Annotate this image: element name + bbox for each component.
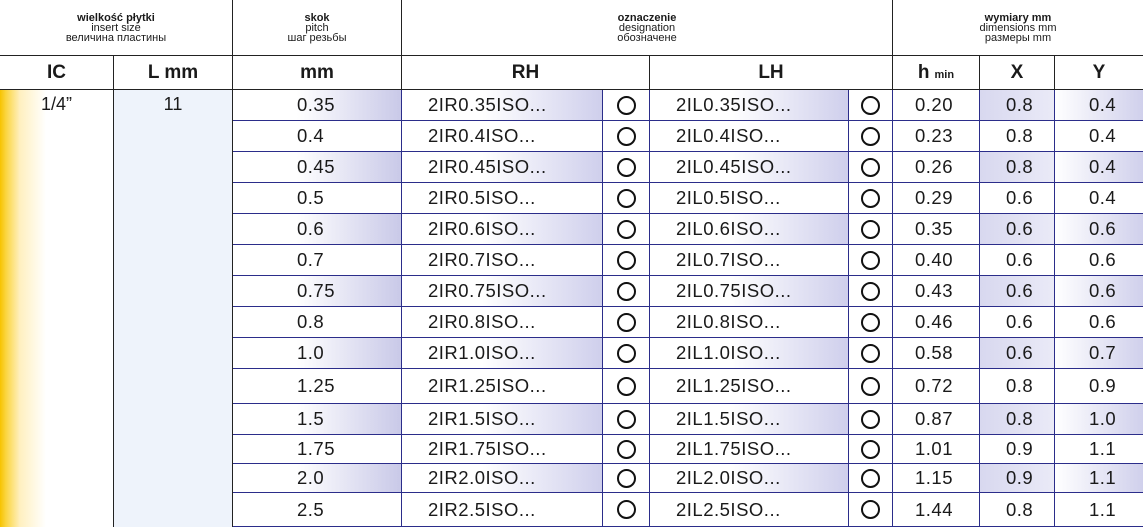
circle-icon <box>861 377 880 396</box>
rh-availability-cell <box>603 152 650 182</box>
x-cell: 0.6 <box>980 183 1055 213</box>
ic-value: 1/4” <box>40 94 73 114</box>
table-row <box>233 183 1143 214</box>
lh-availability-cell <box>849 90 893 120</box>
pitch-cell: 1.75 <box>233 435 402 463</box>
lh-availability-cell <box>849 214 893 244</box>
x-cell: 0.6 <box>980 214 1055 244</box>
circle-icon <box>617 469 636 488</box>
rh-designation-cell: 2IR2.0ISO... <box>402 464 603 492</box>
rh-designation-cell: 2IR1.25ISO... <box>402 369 603 403</box>
rh-availability-cell <box>603 435 650 463</box>
pitch-cell: 2.0 <box>233 464 402 492</box>
rh-designation-cell: 2IR0.7ISO... <box>402 245 603 275</box>
lh-availability-cell <box>849 183 893 213</box>
rh-availability-cell <box>603 214 650 244</box>
pitch-cell: 0.5 <box>233 183 402 213</box>
circle-icon <box>617 127 636 146</box>
rh-designation-cell: 2IR0.75ISO... <box>402 276 603 306</box>
lh-designation-cell: 2IL2.0ISO... <box>650 464 849 492</box>
column-header-y: Y <box>1092 62 1106 83</box>
lh-designation-cell: 2IL1.5ISO... <box>650 404 849 434</box>
lh-designation-cell: 2IL1.0ISO... <box>650 338 849 368</box>
lh-designation-cell: 2IL0.8ISO... <box>650 307 849 337</box>
circle-icon <box>617 96 636 115</box>
lh-availability-cell <box>849 276 893 306</box>
pitch-cell: 0.7 <box>233 245 402 275</box>
pitch-cell: 1.0 <box>233 338 402 368</box>
lh-designation-cell: 2IL1.75ISO... <box>650 435 849 463</box>
designation-label-pl: oznaczenie <box>617 12 677 24</box>
designation-label-en: designation <box>618 22 676 34</box>
circle-icon <box>861 344 880 363</box>
circle-icon <box>617 220 636 239</box>
pitch-header <box>233 0 402 56</box>
insert-size-label-en: insert size <box>91 22 141 34</box>
insert-size-label-ru: величина пластины <box>65 32 167 44</box>
rh-availability-cell <box>603 307 650 337</box>
rh-designation-cell: 2IR0.6ISO... <box>402 214 603 244</box>
pitch-cell: 0.75 <box>233 276 402 306</box>
circle-icon <box>861 189 880 208</box>
rh-availability-cell <box>603 276 650 306</box>
h-label: h <box>917 62 930 83</box>
column-header-lmm: L mm <box>114 56 233 90</box>
rh-availability-cell <box>603 338 650 368</box>
lh-designation-cell: 2IL0.45ISO... <box>650 152 849 182</box>
pitch-cell: 1.25 <box>233 369 402 403</box>
y-cell: 0.6 <box>1055 276 1143 306</box>
pitch-label-pl: skok <box>304 12 330 24</box>
designation-header <box>402 0 893 56</box>
rh-availability-cell <box>603 493 650 526</box>
table-row <box>233 121 1143 152</box>
lh-designation-cell: 2IL2.5ISO... <box>650 493 849 526</box>
y-cell: 0.4 <box>1055 90 1143 120</box>
table-row <box>233 338 1143 369</box>
h-min-cell: 1.44 <box>893 493 980 526</box>
h-min-cell: 0.72 <box>893 369 980 403</box>
table-row <box>233 464 1143 493</box>
rh-availability-cell <box>603 369 650 403</box>
table-row <box>233 435 1143 464</box>
h-min-cell: 1.01 <box>893 435 980 463</box>
lh-availability-cell <box>849 369 893 403</box>
lh-designation-cell: 2IL0.75ISO... <box>650 276 849 306</box>
h-min-cell: 1.15 <box>893 464 980 492</box>
dimensions-label-en: dimensions mm <box>979 22 1057 34</box>
h-min-label: min <box>934 69 955 81</box>
lmm-value: 11 <box>163 94 183 114</box>
x-cell: 0.8 <box>980 152 1055 182</box>
y-cell: 0.6 <box>1089 311 1117 332</box>
circle-icon <box>861 440 880 459</box>
lh-availability-cell <box>849 435 893 463</box>
h-min-cell: 0.20 <box>893 90 980 120</box>
h-min-cell: 0.29 <box>893 183 980 213</box>
pitch-cell: 0.6 <box>233 214 402 244</box>
lh-availability-cell <box>849 121 893 151</box>
column-header-ic: IC <box>0 56 114 90</box>
x-cell: 0.8 <box>980 404 1055 434</box>
rh-availability-cell <box>603 121 650 151</box>
y-cell: 1.1 <box>1089 438 1117 459</box>
table-row <box>233 152 1143 183</box>
y-cell: 0.6 <box>1055 214 1143 244</box>
rh-designation-cell: 2IR0.45ISO... <box>402 152 603 182</box>
table-header-top <box>0 0 1143 56</box>
rh-designation-cell: 2IR0.4ISO... <box>402 121 603 151</box>
rh-designation-cell: 2IR1.5ISO... <box>402 404 603 434</box>
x-cell: 0.8 <box>980 369 1055 403</box>
circle-icon <box>617 344 636 363</box>
pitch-cell: 0.4 <box>233 121 402 151</box>
pitch-label-ru: шаг резьбы <box>287 32 347 44</box>
dimensions-label-pl: wymiary mm <box>984 12 1052 24</box>
lh-designation-cell: 2IL0.7ISO... <box>650 245 849 275</box>
circle-icon <box>861 158 880 177</box>
lh-designation-cell: 2IL1.25ISO... <box>650 369 849 403</box>
lh-availability-cell <box>849 245 893 275</box>
rh-designation-cell: 2IR1.75ISO... <box>402 435 603 463</box>
x-cell: 0.6 <box>980 276 1055 306</box>
table-header-columns <box>0 56 1143 90</box>
h-min-cell: 0.23 <box>893 121 980 151</box>
rh-availability-cell <box>603 464 650 492</box>
lh-designation-cell: 2IL0.5ISO... <box>650 183 849 213</box>
y-cell: 0.9 <box>1089 375 1117 396</box>
circle-icon <box>861 251 880 270</box>
insert-size-header <box>0 0 233 56</box>
circle-icon <box>617 440 636 459</box>
lh-availability-cell <box>849 307 893 337</box>
circle-icon <box>617 410 636 429</box>
rh-designation-cell: 2IR0.5ISO... <box>402 183 603 213</box>
y-cell: 0.4 <box>1089 187 1117 208</box>
h-min-cell: 0.58 <box>893 338 980 368</box>
rh-availability-cell <box>603 90 650 120</box>
circle-icon <box>861 96 880 115</box>
pitch-label-en: pitch <box>305 22 329 34</box>
table-row <box>233 90 1143 121</box>
column-header-h-min <box>893 56 980 90</box>
pitch-cell: 2.5 <box>233 493 402 526</box>
ic-column <box>0 90 114 527</box>
rh-availability-cell <box>603 245 650 275</box>
table-row <box>233 493 1143 527</box>
lh-availability-cell <box>849 404 893 434</box>
rh-designation-cell: 2IR1.0ISO... <box>402 338 603 368</box>
circle-icon <box>617 313 636 332</box>
lh-designation-cell: 2IL0.35ISO... <box>650 90 849 120</box>
lh-designation-cell: 2IL0.6ISO... <box>650 214 849 244</box>
x-cell: 0.6 <box>980 307 1055 337</box>
circle-icon <box>861 127 880 146</box>
pitch-cell: 0.45 <box>233 152 402 182</box>
circle-icon <box>861 410 880 429</box>
table-row <box>233 214 1143 245</box>
circle-icon <box>617 158 636 177</box>
dimensions-label-ru: размеры mm <box>984 32 1052 44</box>
table-row <box>233 307 1143 338</box>
y-cell: 1.0 <box>1055 404 1143 434</box>
x-cell: 0.8 <box>980 121 1055 151</box>
circle-icon <box>861 220 880 239</box>
column-header-mm: mm <box>233 56 402 90</box>
h-min-cell: 0.87 <box>893 404 980 434</box>
lmm-column <box>114 90 233 527</box>
rh-designation-cell: 2IR2.5ISO... <box>402 493 603 526</box>
y-cell: 0.7 <box>1055 338 1143 368</box>
x-cell: 0.6 <box>980 338 1055 368</box>
pitch-cell: 1.5 <box>233 404 402 434</box>
h-min-cell: 0.46 <box>893 307 980 337</box>
y-cell: 0.4 <box>1055 152 1143 182</box>
table-row <box>233 245 1143 276</box>
circle-icon <box>617 251 636 270</box>
rh-availability-cell <box>603 404 650 434</box>
y-cell: 0.6 <box>1089 249 1117 270</box>
dimensions-header <box>893 0 1143 56</box>
h-min-cell: 0.43 <box>893 276 980 306</box>
table-row <box>233 404 1143 435</box>
lh-availability-cell <box>849 152 893 182</box>
circle-icon <box>617 189 636 208</box>
rh-designation-cell: 2IR0.35ISO... <box>402 90 603 120</box>
x-cell: 0.8 <box>980 90 1055 120</box>
designation-label-ru: обозначене <box>617 32 677 44</box>
circle-icon <box>617 282 636 301</box>
circle-icon <box>861 313 880 332</box>
lh-availability-cell <box>849 338 893 368</box>
rh-designation-cell: 2IR0.8ISO... <box>402 307 603 337</box>
lh-availability-cell <box>849 493 893 526</box>
h-min-cell: 0.26 <box>893 152 980 182</box>
x-cell: 0.8 <box>980 493 1055 526</box>
column-header-lh: LH <box>650 56 893 90</box>
x-cell: 0.9 <box>980 435 1055 463</box>
insert-size-label-pl: wielkość płytki <box>77 12 155 24</box>
x-cell: 0.9 <box>980 464 1055 492</box>
y-cell: 1.1 <box>1055 464 1143 492</box>
column-header-rh: RH <box>402 56 650 90</box>
h-min-cell: 0.35 <box>893 214 980 244</box>
circle-icon <box>617 377 636 396</box>
lh-designation-cell: 2IL0.4ISO... <box>650 121 849 151</box>
y-cell: 0.4 <box>1089 125 1117 146</box>
rh-availability-cell <box>603 183 650 213</box>
column-header-x: X <box>980 56 1055 90</box>
pitch-cell: 0.35 <box>233 90 402 120</box>
lh-availability-cell <box>849 464 893 492</box>
table-row <box>233 369 1143 404</box>
pitch-cell: 0.8 <box>233 307 402 337</box>
circle-icon <box>617 500 636 519</box>
circle-icon <box>861 500 880 519</box>
h-min-cell: 0.40 <box>893 245 980 275</box>
x-cell: 0.6 <box>980 245 1055 275</box>
y-cell: 1.1 <box>1089 498 1117 520</box>
table-row <box>233 276 1143 307</box>
circle-icon <box>861 469 880 488</box>
circle-icon <box>861 282 880 301</box>
